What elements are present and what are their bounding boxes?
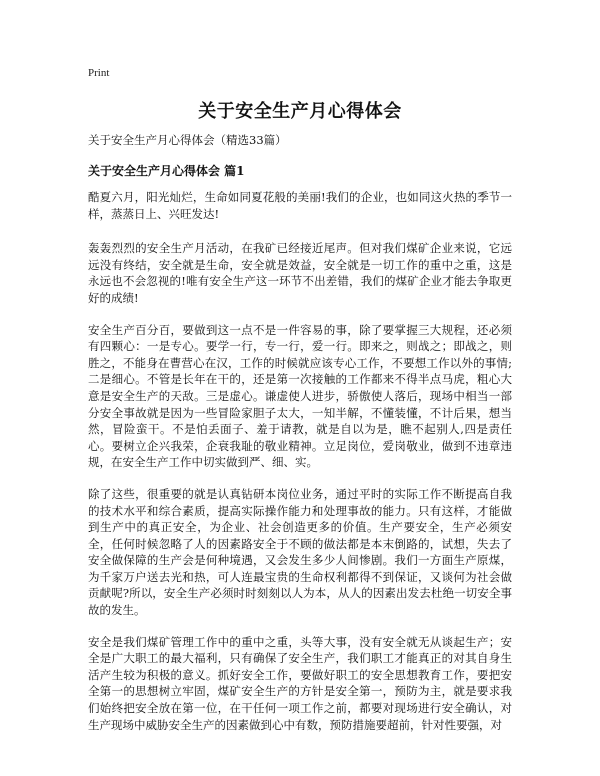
paragraph-2: 轰轰烈烈的安全生产月活动，在我矿已经接近尾声。但对我们煤矿企业来说，它远远没有终结，安全就是生命，安全就是效益，安全就是一切工作的重中之重，这是永远也不会忽视的!唯有安全生产这一环节不出差错，我们的煤矿企业才能去争取更好的成绩! (88, 241, 512, 305)
paragraph-4: 除了这些，很重要的就是认真钻研本岗位业务，通过平时的实际工作不断提高自我的技术水平和综合素质，提高实际操作能力和处理事故的能力。只有这样，才能做到生产中的真正安全，为企业、社会创造更多的价值。生产要安全，生产必须安全，任何时候忽略了人的因素路安全于不顾的做法都是本末倒路的，试想，失去了安全做保障的生产会是何种境遇，又会发生多少人间惨剧。我们一方面生产原煤，为千家万户送去光和热，可人连最宝贵的生命权利都得不到保证，又谈何为社会做贡献呢?所以，安全生产必须时时刻刻以人为本，从人的因素出发去杜绝一切安全事故的发生。 (88, 486, 512, 618)
print-link[interactable]: Print (88, 67, 110, 79)
document-subtitle: 关于安全生产月心得体会（精选33篇） (88, 133, 287, 147)
page-title: 关于安全生产月心得体会 (198, 101, 402, 122)
paragraph-5: 安全是我们煤矿管理工作中的重中之重，头等大事，没有安全就无从谈起生产；安全是广大职工的最大福利，只有确保了安全生产，我们职工才能真正的对其自身生活产生较为积极的意义。抓好安全工作，要做好职工的安全思想教育工作，要把安全第一的思想树立牢固，煤矿安全生产的方针是安全第一，预防为主，就是要求我们始终把安全放在第一位，在干任何一项工作之前，都要对现场进行安全确认，对生产现场中威胁安全生产的因素做到心中有数，预防措施要超前，针对性要强，对 (88, 634, 512, 732)
article-heading: 关于安全生产月心得体会 篇1 (88, 164, 245, 178)
paragraph-3: 安全生产百分百，要做到这一点不是一件容易的事，除了要掌握三大规程，还必须有四颗心：一是专心。要学一行，专一行，爱一行。即来之，则战之；即战之，则胜之，不能身在曹营心在汉，工作的时候就应该专心工作，不要想工作以外的事情;二是细心。不管是长年在干的，还是第一次接触的工作都来不得半点马虎，粗心大意是安全生产的天敌。三是虚心。谦虚使人进步，骄傲使人落后，现场中相当一部分安全事故就是因为一些冒险家胆子太大，一知半解，不懂装懂，不计后果，想当然，冒险蛮干。不是怕丢面子、羞于请教，就是自以为是，瞧不起别人,四是责任心。要树立企兴我荣，企衰我耻的敬业精神。立足岗位，爱岗敬业，做到不违章违规，在安全生产工作中切实做到严、细、实。 (88, 322, 512, 470)
paragraph-1: 酷夏六月，阳光灿烂，生命如同夏花般的美丽!我们的企业，也如同这火热的季节一样，蒸蒸日上、兴旺发达! (88, 190, 512, 221)
document-page (88, 66, 512, 748)
